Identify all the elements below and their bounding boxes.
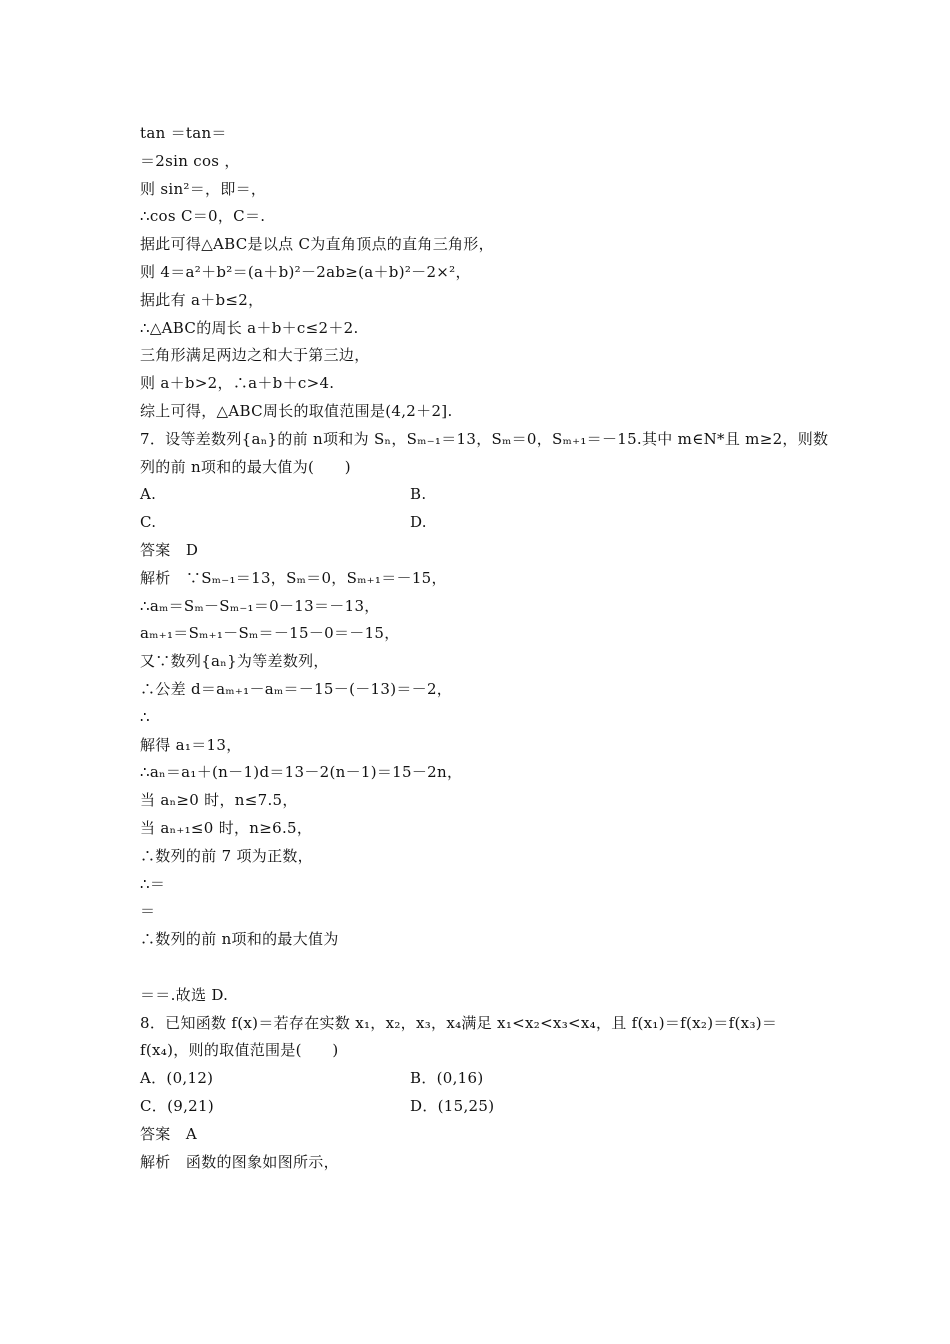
text-line: 综上可得，△ABC周长的取值范围是(4,2＋2]. (140, 402, 453, 420)
text-line: ∴＝ (140, 875, 166, 893)
question-8-stem: f(x₄)，则的取值范围是( ) (140, 1041, 339, 1059)
text-line: 据此有 a＋b≤2， (140, 291, 264, 309)
option-d: D．(15,25) (410, 1097, 495, 1115)
option-b: B. (410, 485, 427, 503)
text-line: ∴ (140, 708, 150, 726)
text-line: 解析 ∵Sₘ₋₁＝13，Sₘ＝0，Sₘ₊₁＝－15， (140, 569, 447, 587)
question-7-stem: 列的前 n项和的最大值为( ) (140, 458, 351, 476)
text-line: 解得 a₁＝13， (140, 736, 242, 754)
option-c: C. (140, 513, 157, 531)
text-line: ＝2sin cos ， (140, 152, 240, 170)
answer-line: 答案 A (140, 1125, 198, 1143)
text-line: 当 aₙ≥0 时，n≤7.5， (140, 791, 298, 809)
text-line: ∴aₘ＝Sₘ－Sₘ₋₁＝0－13＝－13， (140, 597, 380, 615)
question-7-stem: 7．设等差数列{aₙ}的前 n项和为 Sₙ，Sₘ₋₁＝13，Sₘ＝0，Sₘ₊₁＝－15.其中 m∈N*且 m≥2，则数 (140, 430, 829, 448)
text-line: ∴公差 d＝aₘ₊₁－aₘ＝－15－(－13)＝－2， (140, 680, 453, 698)
text-line: 解析 函数的图象如图所示， (140, 1153, 339, 1171)
option-b: B．(0,16) (410, 1069, 484, 1087)
answer-line: 答案 D (140, 541, 199, 559)
text-line: 当 aₙ₊₁≤0 时，n≥6.5， (140, 819, 313, 837)
text-line: 据此可得△ABC是以点 C为直角顶点的直角三角形， (140, 235, 494, 253)
option-a: A. (140, 485, 157, 503)
text-line: ∴数列的前 n项和的最大值为 (140, 930, 339, 948)
text-line: ∴△ABC的周长 a＋b＋c≤2＋2. (140, 319, 359, 337)
option-a: A．(0,12) (140, 1069, 214, 1087)
text-line: 则 a＋b>2，∴a＋b＋c>4. (140, 374, 335, 392)
text-line: 三角形满足两边之和大于第三边， (140, 346, 370, 364)
text-line: 则 sin²＝，即＝， (140, 180, 267, 198)
text-line: ∴aₙ＝a₁＋(n－1)d＝13－2(n－1)＝15－2n， (140, 763, 463, 781)
question-8-stem: 8．已知函数 f(x)＝若存在实数 x₁，x₂，x₃，x₄满足 x₁<x₂<x₃<x₄，且 f(x₁)＝f(x₂)＝f(x₃)＝ (140, 1014, 778, 1032)
text-line: 又∵数列{aₙ}为等差数列， (140, 652, 329, 670)
option-c: C．(9,21) (140, 1097, 214, 1115)
text-line: ∴cos C＝0，C＝. (140, 207, 266, 225)
option-d: D. (410, 513, 427, 531)
text-line: ＝ (140, 902, 156, 920)
text-line: ∴数列的前 7 项为正数， (140, 847, 313, 865)
text-line: aₘ₊₁＝Sₘ₊₁－Sₘ＝－15－0＝－15， (140, 624, 400, 642)
text-line: ＝＝.故选 D. (140, 986, 229, 1004)
text-line: 则 4＝a²＋b²＝(a＋b)²－2ab≥(a＋b)²－2×²， (140, 263, 471, 281)
text-line: tan ＝tan＝ (140, 124, 227, 142)
